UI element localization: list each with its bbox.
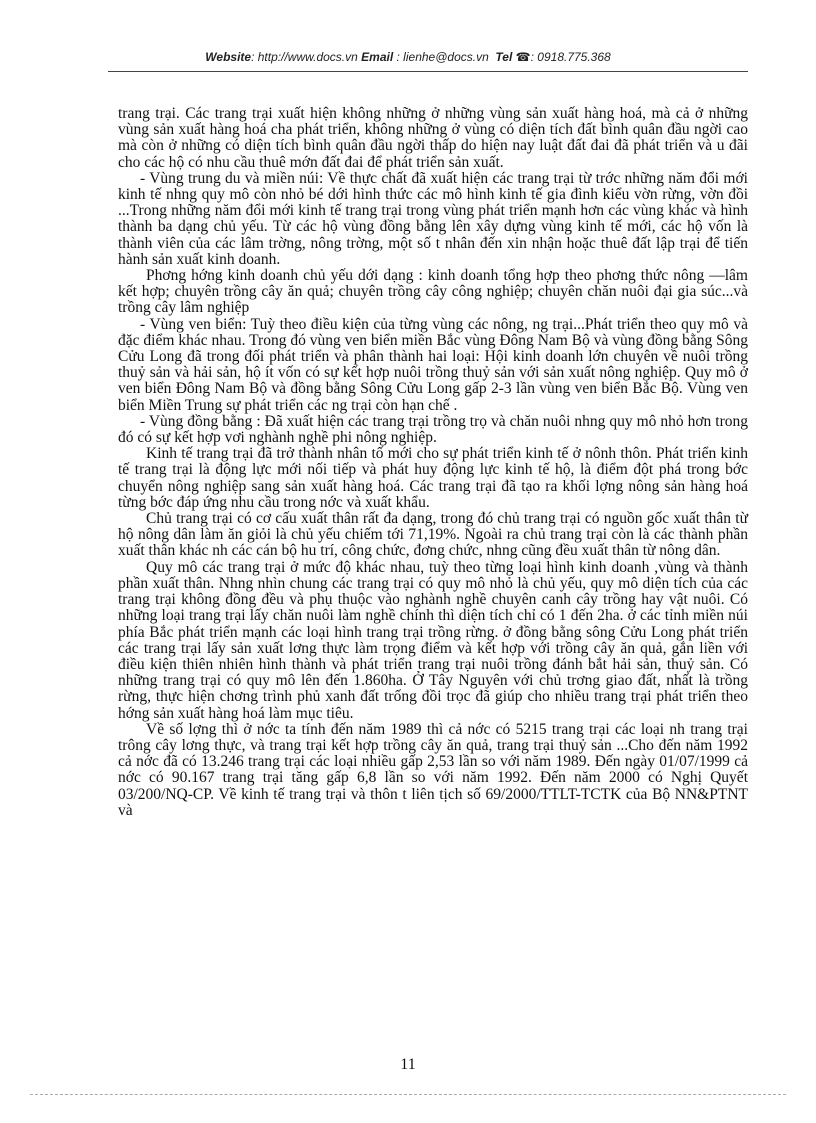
paragraph: - Vùng trung du và miền núi: Về thực chất đã xuất hiện các trang trại từ trớc những năm đổi mới kinh tế nhng quy mô còn nhỏ bé dới hình thức các mô hình kinh tế gia đình kiểu vờn rừng, vờn đồi ...Trong những năm đổi mới kinh tế trang trại trong vùng phát triển mạnh hơn các vùng khác và hình thành ba dạng chủ yếu. Từ các hộ vùng đồng bằng lên xây dựng vùng kinh tế mới, các hộ vốn là thành viên của các lâm trờng, nông trờng, một số t nhân đến xin nhận hoặc thuê đất lập trại để tiến hành sản xuất kinh doanh. [118, 169, 748, 268]
paragraph: Quy mô các trang trại ở mức độ khác nhau, tuỳ theo từng loại hình kinh doanh ,vùng và thành phần xuất thân. Nhng nhìn chung các trang trại có quy mô nhỏ là chủ yếu, quy mô diện tích của các trang trại không đồng đều và phụ thuộc vào nghành nghề chuyên canh cây trồng hay vật nuôi. Có những loại trang trại lấy chăn nuôi làm nghề chính thì diện tích chỉ có 1 đến 2ha. ở các tỉnh miền núi phía Bắc phát triển mạnh các loại hình trang trại trồng rừng. ở đồng bằng sông Cửu Long phát triển các trang trại lấy sản xuất lơng thực làm trọng điểm và kết hợp với trồng cây ăn quả, gắn liền với điều kiện thiên nhiên hình thành và phát triển trang trại nuôi trồng đánh bắt hải sản, thuỷ sản. Có những trang trại có quy mô lên đến 1.860ha. Ở Tây Nguyên với chủ trơng giao đất, nhất là trồng rừng, thực hiện chơng trình phủ xanh đất trống đồi trọc đã giúp cho nhiều trang trại phát triển theo hớng sản xuất hàng hoá làm mục tiêu. [118, 558, 748, 722]
paragraph: Chủ trang trại có cơ cấu xuất thân rất đa dạng, trong đó chủ trang trại có nguồn gốc xuất thân từ hộ nông dân làm ăn giỏi là chủ yếu chiếm tới 71,19%. Ngoài ra chủ trang trại còn là các thành phần xuất thân khác nh các cán bộ hu trí, công chức, đơng chức, nhng cũng đều xuất thân từ nông dân. [118, 510, 748, 560]
paragraph: trang trại. Các trang trại xuất hiện không những ở những vùng sản xuất hàng hoá, mà cả ở những vùng sản xuất hàng hoá cha phát triển, không những ở vùng có diện tích đất bình quân đầu ngời cao mà còn ở những có diện tích bình quân đầu ngời thấp do hiện nay luật đất đai đã phát triển và u đãi cho các hộ có nhu cầu thuê mớn đất đai để phát triển sản xuất. [118, 105, 748, 171]
header-divider [108, 71, 748, 72]
tel-label: Tel [495, 50, 513, 64]
page-header [0, 50, 816, 64]
paragraph: Phơng hớng kinh doanh chủ yếu dới dạng : kinh doanh tổng hợp theo phơng thức nông —lâm kết hợp; chuyên trồng cây ăn quả; chuyên trồng cây công nghiệp; chuyên chăn nuôi đại gia súc...và trồng cây lâm nghiệp [118, 267, 748, 317]
page-number: 11 [400, 1056, 416, 1073]
document-body [118, 106, 748, 819]
website-label: Website [205, 50, 252, 64]
paragraph: Kinh tế trang trại đã trở thành nhân tố mới cho sự phát triển kinh tế ở nônh thôn. Phát triển kinh tế trang trại là động lực mới nối tiếp và phát huy động lực kinh tế hộ, là điểm đột phá trong bớc chuyển nông nghiệp sang sản xuất hàng hoá. Các trang trại đã tạo ra khối lợng nông sản hàng hoá từng bớc đáp ứng nhu cầu trong nớc và xuất khẩu. [118, 445, 748, 511]
email-label: Email [361, 50, 394, 64]
paragraph: Về số lợng thì ở nớc ta tính đến năm 1989 thì cả nớc có 5215 trang trại các loại nh trang trại trông cây lơng thực, và trang trại kết hợp trồng cây ăn quả, trang trại thuỷ sản ...Cho đến năm 1992 cả nớc đã có 13.246 trang trại các loại nhiều gấp 2,53 lần so với năm 1989. Đến ngày 01/07/1999 cả nớc có 90.167 trang trại tăng gấp 6,8 lần so với năm 1992. Đến năm 2000 có Nghị Quyết 03/200/NQ-CP. Về kinh tế trang trại và thôn t liên tịch số 69/2000/TTLT-TCTK của Bộ NN&PTNT và [118, 720, 748, 819]
tel-number: : 0918.775.368 [530, 50, 611, 64]
phone-icon: ☎ [515, 50, 531, 64]
email-address[interactable]: : lienhe@docs.vn [396, 50, 489, 64]
footer-divider [30, 1094, 786, 1095]
paragraph: - Vùng ven biển: Tuỳ theo điều kiện của từng vùng các nông, ng trại...Phát triển theo quy mô và đặc điểm khác nhau. Trong đó vùng ven biển miền Bắc vùng Đông Nam Bộ và vùng đồng bằng Sông Cửu Long đã trong đối phát triển và phân thành hai loại: Hội kinh doanh lớn chuyên về nuôi trồng thuỷ sản và hải sản, hộ ít vốn có sự kết hợp nuôi trồng thuỷ sản với sản xuất nông nghiệp. Quy mô ở ven biển Đông Nam Bộ và đồng bằng Sông Cửu Long gấp 2-3 lần vùng ven biển Bắc Bộ. Vùng ven biển Miền Trung sự phát triển các ng trại còn hạn chế . [118, 315, 748, 414]
website-url[interactable]: : http://www.docs.vn [251, 50, 358, 64]
paragraph: - Vùng đồng bằng : Đã xuất hiện các trang trại trồng trọ và chăn nuôi nhng quy mô nhỏ hơn trong đó có sự kết hợp vơi nghành nghề phi nông nghiệp. [118, 412, 748, 447]
